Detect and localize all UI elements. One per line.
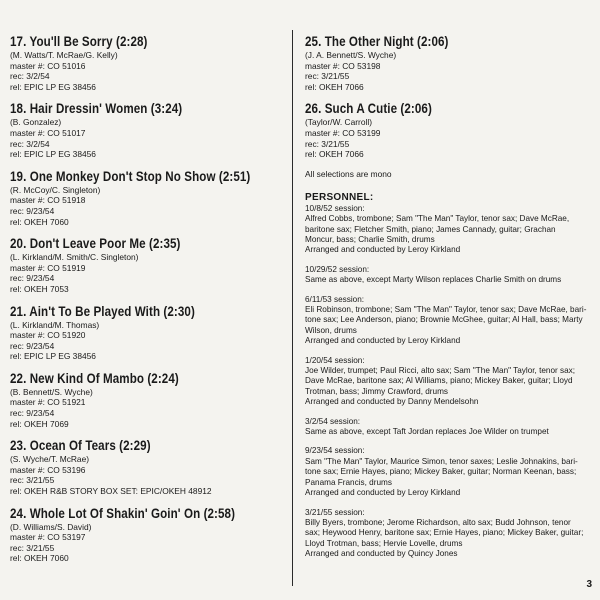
track-title: 21. Ain't To Be Played With (2:30) [10, 303, 195, 319]
track-detail-line: rel: OKEH 7060 [10, 553, 69, 564]
session-entry [305, 204, 590, 256]
track-detail-line: master #: CO 51919 [10, 262, 86, 273]
track-detail-line: (D. Williams/S. David) [10, 521, 92, 532]
track-entry [10, 101, 285, 159]
track-detail-line: rec: 3/2/54 [10, 138, 50, 149]
track-detail-line: master #: CO 51920 [10, 330, 86, 341]
track-detail-line: (Taylor/W. Carroll) [305, 117, 373, 128]
track-detail-line: rel: EPIC LP EG 38456 [10, 351, 96, 362]
track-detail-line: rec: 3/21/55 [305, 71, 350, 82]
session-date: 3/21/55 session: [305, 507, 365, 517]
session-detail-line: Billy Byers, trombone; Jerome Richardson, alto sax; Budd Johnson, tenor [305, 517, 571, 527]
session-detail-line: Wilson, drums [305, 325, 357, 335]
session-date: 9/23/54 session: [305, 446, 365, 456]
track-entry [305, 101, 590, 159]
track-detail-line: rec: 9/23/54 [10, 273, 55, 284]
track-entry [10, 438, 285, 496]
session-detail-line: Arranged and conducted by Danny Mendelsohn [305, 397, 479, 407]
track-title: 20. Don't Leave Poor Me (2:35) [10, 236, 181, 252]
track-detail-line: rec: 3/2/54 [10, 71, 50, 82]
left-column [10, 34, 285, 573]
track-detail-line: (L. Kirkland/M. Smith/C. Singleton) [10, 252, 139, 263]
track-detail-line: rec: 3/21/55 [305, 138, 350, 149]
track-detail-line: master #: CO 53199 [305, 127, 381, 138]
session-detail-line: Joe Wilder, trumpet; Paul Ricci, alto sax; Sam "The Man" Taylor, tenor sax; [305, 366, 576, 376]
session-date: 3/2/54 session: [305, 416, 361, 426]
session-detail-line: Panama Francis, drums [305, 477, 392, 487]
session-detail-line: tone sax; Ernie Hayes, piano; Mickey Baker, guitar; Norman Keenan, bass; [305, 467, 577, 477]
track-detail-line: (M. Watts/T. McRae/G. Kelly) [10, 50, 118, 60]
track-title: 18. Hair Dressin' Women (3:24) [10, 101, 183, 117]
track-entry [305, 34, 590, 92]
track-detail-line: rec: 3/21/55 [10, 542, 55, 553]
track-entry [10, 371, 285, 429]
track-detail-line: master #: CO 51017 [10, 127, 86, 138]
session-detail-line: tone sax; Lee Anderson, piano; Brownie McGhee, guitar; Al Hall, bass; Marty [305, 315, 583, 325]
track-detail-line: rec: 9/23/54 [10, 340, 55, 351]
session-entry [305, 508, 590, 560]
track-title: 26. Such A Cutie (2:06) [305, 101, 432, 117]
track-detail-line: (B. Bennett/S. Wyche) [10, 386, 93, 397]
track-detail-line: (L. Kirkland/M. Thomas) [10, 319, 100, 330]
track-detail-line: rel: EPIC LP EG 38456 [10, 81, 96, 92]
track-detail-line: rec: 9/23/54 [10, 408, 55, 419]
track-entry [10, 236, 285, 294]
right-column [305, 34, 590, 569]
session-detail-line: Eli Robinson, trombone; Sam "The Man" Taylor, tenor sax; Dave McRae, bari- [305, 305, 587, 314]
track-entry [10, 34, 285, 92]
session-detail-line: Sam "The Man" Taylor, Maurice Simon, tenor saxes; Leslie Johnakins, bari- [305, 456, 578, 466]
session-entry [305, 265, 590, 286]
track-detail-line: master #: CO 51921 [10, 397, 86, 408]
track-detail-line: (J. A. Bennett/S. Wyche) [305, 50, 397, 60]
track-entry [10, 169, 285, 227]
track-detail-line: rel: OKEH 7066 [305, 81, 364, 92]
session-detail-line: Alfred Cobbs, trombone; Sam "The Man" Taylor, tenor sax; Dave McRae, [305, 214, 570, 224]
session-detail-line: Same as above, except Marty Wilson replaces Charlie Smith on drums [305, 275, 562, 285]
track-detail-line: rel: OKEH 7069 [10, 418, 69, 429]
track-detail-line: master #: CO 51016 [10, 60, 86, 71]
track-detail-line: rel: OKEH R&B STORY BOX SET: EPIC/OKEH 48912 [10, 486, 212, 497]
track-title: 23. Ocean Of Tears (2:29) [10, 438, 151, 454]
track-detail-line: master #: CO 53196 [10, 464, 86, 475]
session-entry [305, 417, 590, 438]
track-entry [10, 506, 285, 564]
track-detail-line: master #: CO 51918 [10, 195, 86, 206]
tracks-right [305, 34, 590, 160]
session-detail-line: Trotman, bass; Jimmy Crawford, drums [305, 386, 449, 396]
track-detail-line: master #: CO 53197 [10, 532, 86, 543]
page-number: 3 [586, 579, 592, 590]
track-title: 24. Whole Lot Of Shakin' Goin' On (2:58) [10, 505, 236, 521]
session-detail-line: Arranged and conducted by Leroy Kirkland [305, 245, 461, 255]
session-detail-line: Same as above, except Taft Jordan replaces Joe Wilder on trumpet [305, 427, 549, 437]
session-detail-line: Dave McRae, baritone sax; Al Williams, piano; Mickey Baker, guitar; Lloyd [305, 376, 573, 386]
track-detail-line: master #: CO 53198 [305, 60, 381, 71]
track-detail-line: (B. Gonzalez) [10, 117, 62, 128]
session-detail-line: Lloyd Trotman, bass; Hervie Lovelle, drums [305, 538, 463, 548]
mono-note: All selections are mono [305, 168, 392, 179]
track-title: 22. New Kind Of Mambo (2:24) [10, 370, 179, 386]
session-detail-line: baritone sax; Fletcher Smith, piano; James Cannady, guitar; Grachan [305, 224, 556, 234]
track-detail-line: rec: 3/21/55 [10, 475, 55, 486]
session-date: 6/11/53 session: [305, 294, 365, 304]
track-detail-line: (R. McCoy/C. Singleton) [10, 184, 101, 195]
session-detail-line: Moncur, bass; Charlie Smith, drums [305, 234, 435, 244]
session-detail-line: Arranged and conducted by Leroy Kirkland [305, 336, 461, 346]
column-divider [292, 30, 293, 586]
track-detail-line: rel: OKEH 7053 [10, 283, 69, 294]
track-entry [10, 304, 285, 362]
session-detail-line: Arranged and conducted by Quincy Jones [305, 549, 458, 559]
session-entry [305, 295, 590, 347]
track-title: 19. One Monkey Don't Stop No Show (2:51) [10, 168, 251, 184]
personnel-sessions [305, 204, 590, 560]
session-date: 10/8/52 session: [305, 203, 365, 213]
session-date: 10/29/52 session: [305, 264, 370, 274]
session-detail-line: Arranged and conducted by Leroy Kirkland [305, 488, 461, 498]
track-title: 25. The Other Night (2:06) [305, 34, 449, 49]
personnel-header: PERSONNEL: [305, 191, 374, 203]
track-detail-line: rel: OKEH 7060 [10, 216, 69, 227]
track-detail-line: (S. Wyche/T. McRae) [10, 454, 90, 465]
session-entry [305, 356, 590, 408]
session-entry [305, 446, 590, 498]
session-date: 1/20/54 session: [305, 355, 365, 365]
session-detail-line: sax; Heywood Henry, baritone sax; Ernie Hayes, piano; Mickey Baker, guitar; [305, 528, 584, 538]
track-detail-line: rel: OKEH 7066 [305, 149, 364, 160]
track-detail-line: rel: EPIC LP EG 38456 [10, 149, 96, 160]
track-title: 17. You'll Be Sorry (2:28) [10, 34, 148, 49]
track-detail-line: rec: 9/23/54 [10, 205, 55, 216]
